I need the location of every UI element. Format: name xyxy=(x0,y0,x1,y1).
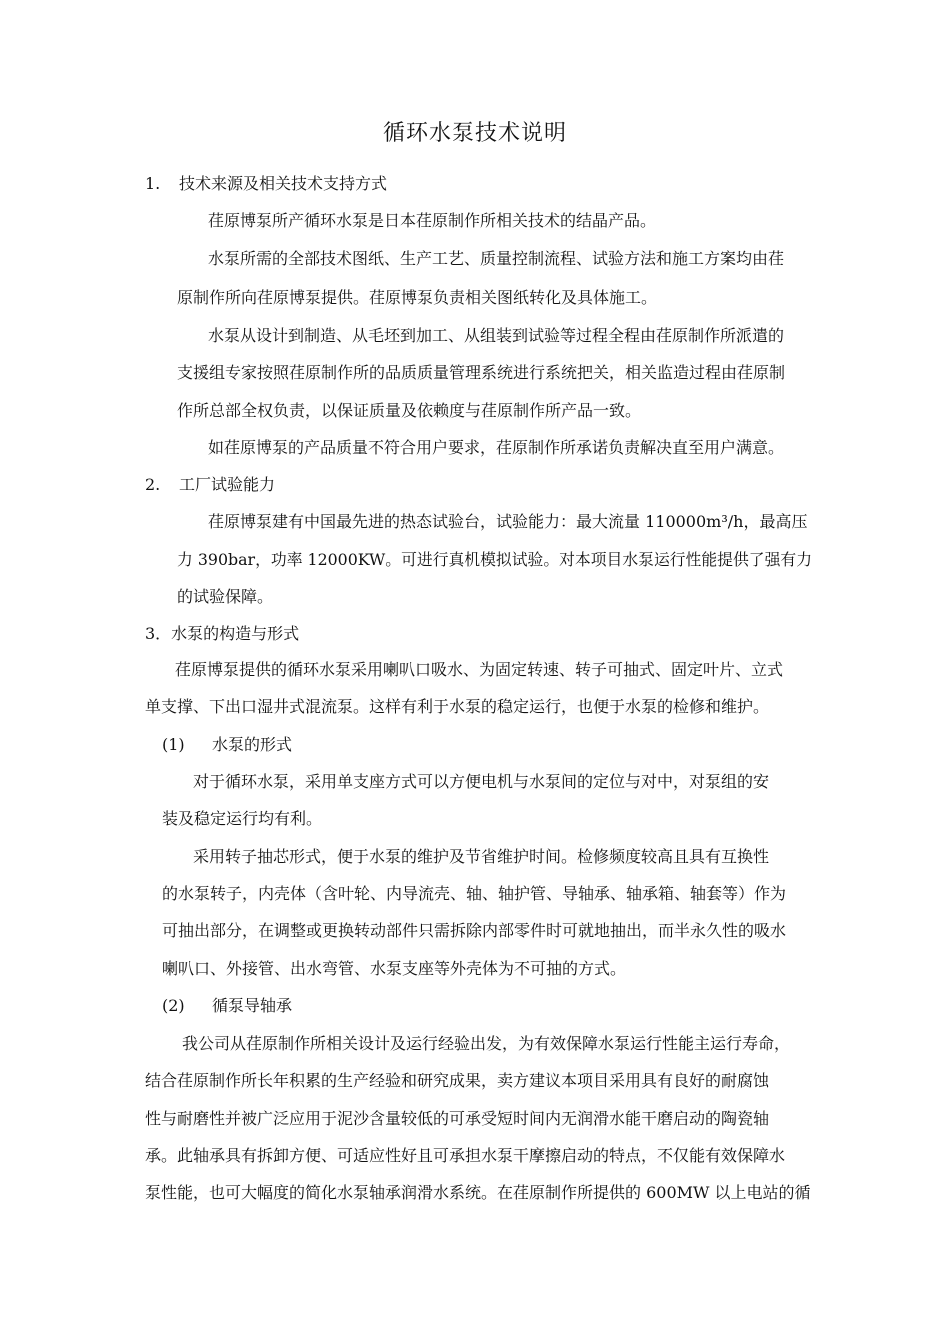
subsection-1-number: (1) xyxy=(162,735,185,754)
sub2-paragraph-line-1: 我公司从荏原制作所相关设计及运行经验出发，为有效保障水泵运行性能主运行寿命， xyxy=(182,1034,791,1053)
section-2-title: 工厂试验能力 xyxy=(179,475,276,494)
sub2-paragraph-line-3: 性与耐磨性并被广泛应用于泥沙含量较低的可承受短时间内无润滑水能干磨启动的陶瓷轴 xyxy=(145,1109,770,1128)
sub1-paragraph-2-line-1: 采用转子抽芯形式，便于水泵的维护及节省维护时间。检修频度较高且具有互换性 xyxy=(193,847,770,866)
sub1-paragraph-2-line-2: 的水泵转子，内壳体（含叶轮、内导流壳、轴、轴护管、导轴承、轴承箱、轴套等）作为 xyxy=(162,884,787,903)
s1-paragraph-2-line-1: 水泵所需的全部技术图纸、生产工艺、质量控制流程、试验方法和施工方案均由荏 xyxy=(208,249,785,268)
sub1-paragraph-2-line-4: 喇叭口、外接管、出水弯管、水泵支座等外壳体为不可抽的方式。 xyxy=(162,959,627,978)
section-1-title: 技术来源及相关技术支持方式 xyxy=(179,174,388,193)
section-2-heading xyxy=(145,473,275,497)
sub1-paragraph-2-line-3: 可抽出部分，在调整或更换转动部件只需拆除内部零件时可就地抽出，而半永久性的吸水 xyxy=(162,921,787,940)
s1-paragraph-2-line-2: 原制作所向荏原博泵提供。荏原博泵负责相关图纸转化及具体施工。 xyxy=(177,288,658,307)
sub1-paragraph-1-line-1: 对于循环水泵，采用单支座方式可以方便电机与水泵间的定位与对中，对泵组的安 xyxy=(193,772,770,791)
s2-paragraph-line-1: 荏原博泵建有中国最先进的热态试验台，试验能力：最大流量 110000m³/h，最高压 xyxy=(208,512,808,531)
s1-paragraph-3-line-3: 作所总部全权负责，以保证质量及依赖度与荏原制作所产品一致。 xyxy=(177,401,642,420)
s2-paragraph-line-2: 力 390bar，功率 12000KW。可进行真机模拟试验。对本项目水泵运行性能提供了强有力 xyxy=(177,550,812,569)
subsection-1-title: 水泵的形式 xyxy=(212,735,293,754)
subsection-2-heading xyxy=(162,994,292,1018)
page-title: 循环水泵技术说明 xyxy=(382,121,567,146)
sub2-paragraph-line-4: 承。此轴承具有拆卸方便、可适应性好且可承担水泵干摩擦启动的特点，不仅能有效保障水 xyxy=(145,1146,786,1165)
section-1-number: 1. xyxy=(145,174,161,193)
s2-paragraph-line-3: 的试验保障。 xyxy=(177,587,274,606)
s3-intro-line-1: 荏原博泵提供的循环水泵采用喇叭口吸水、为固定转速、转子可抽式、固定叶片、立式 xyxy=(175,660,784,679)
section-2-number: 2. xyxy=(145,475,161,494)
s3-intro-line-2: 单支撑、下出口湿井式混流泵。这样有利于水泵的稳定运行，也便于水泵的检修和维护。 xyxy=(145,697,770,716)
sub1-paragraph-1-line-2: 装及稳定运行均有利。 xyxy=(162,809,323,828)
sub2-paragraph-line-2: 结合荏原制作所长年积累的生产经验和研究成果，卖方建议本项目采用具有良好的耐腐蚀 xyxy=(145,1071,770,1090)
section-1-heading xyxy=(145,172,387,196)
section-3-heading: 3．水泵的构造与形式 xyxy=(145,624,300,643)
subsection-1-heading xyxy=(162,733,292,757)
s1-paragraph-1: 荏原博泵所产循环水泵是日本荏原制作所相关技术的结晶产品。 xyxy=(208,211,657,230)
s1-paragraph-4: 如荏原博泵的产品质量不符合用户要求，荏原制作所承诺负责解决直至用户满意。 xyxy=(208,438,785,457)
subsection-2-number: (2) xyxy=(162,996,185,1015)
sub2-paragraph-line-5: 泵性能，也可大幅度的简化水泵轴承润滑水系统。在荏原制作所提供的 600MW 以上电站的循 xyxy=(145,1183,811,1202)
subsection-2-title: 循泵导轴承 xyxy=(212,996,293,1015)
s1-paragraph-3-line-2: 支援组专家按照荏原制作所的品质质量管理系统进行系统把关，相关监造过程由荏原制 xyxy=(177,363,786,382)
s1-paragraph-3-line-1: 水泵从设计到制造、从毛坯到加工、从组装到试验等过程全程由荏原制作所派遣的 xyxy=(208,326,785,345)
